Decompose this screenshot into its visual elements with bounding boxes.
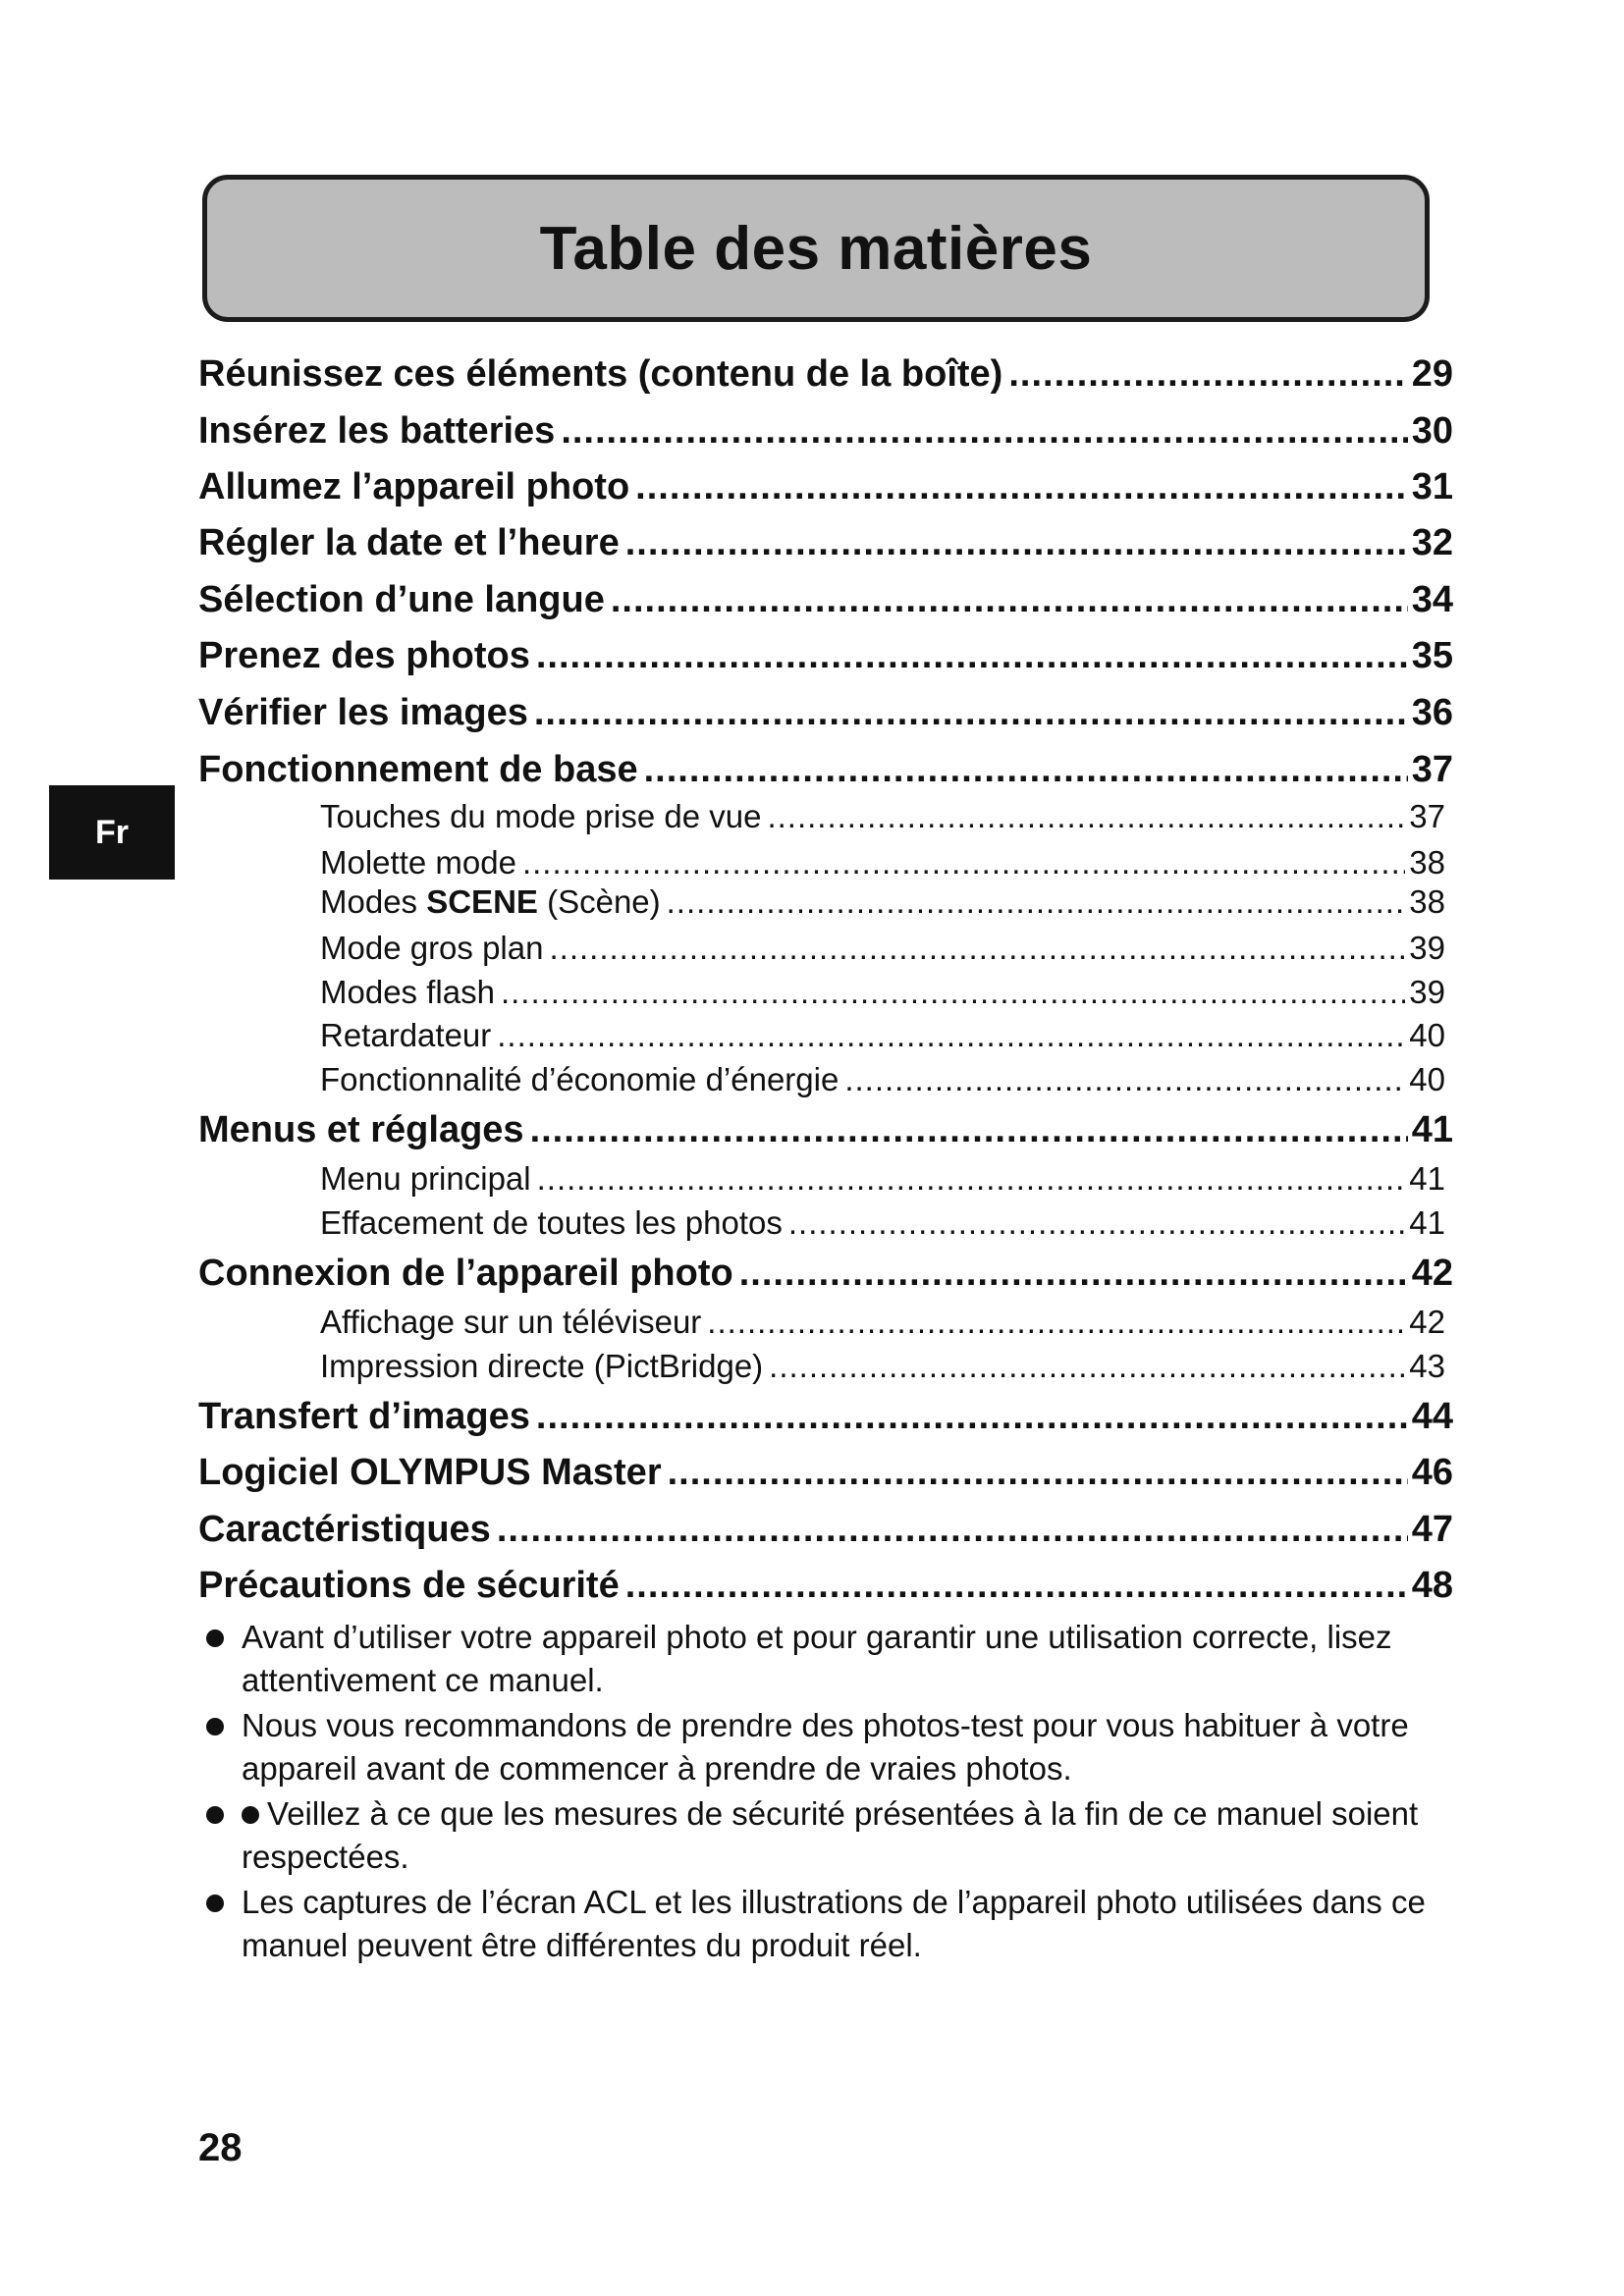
dot-leader	[549, 928, 1405, 969]
dot-leader	[611, 575, 1408, 624]
toc-entry-label: Précautions de sécurité	[198, 1565, 620, 1606]
page-number: 28	[198, 2126, 243, 2169]
bullet-icon	[206, 1895, 224, 1912]
toc-entry-page: 30	[1411, 410, 1453, 452]
language-tab: Fr	[49, 785, 175, 880]
toc-entry[interactable]	[198, 631, 1453, 680]
note-item	[202, 1616, 1479, 1702]
dot-leader	[625, 1561, 1408, 1610]
dot-leader	[739, 1249, 1408, 1298]
toc-entry[interactable]	[198, 462, 1453, 511]
dot-leader	[707, 1302, 1405, 1343]
toc-entry-page: 42	[1411, 1253, 1453, 1294]
toc-subentry-page: 39	[1409, 930, 1445, 966]
toc-entry-page: 37	[1411, 749, 1453, 790]
label-suffix: (Scène)	[537, 883, 661, 920]
toc-entry[interactable]	[198, 745, 1453, 794]
toc-entry[interactable]	[198, 1392, 1453, 1441]
toc-subentry-label: Modes flash	[320, 974, 495, 1010]
toc-entry-page: 46	[1411, 1452, 1453, 1493]
toc-entry-label: Caractéristiques	[198, 1509, 491, 1550]
dot-leader	[561, 406, 1407, 455]
bullet-icon	[206, 1806, 224, 1824]
toc-entry-page: 34	[1411, 579, 1453, 620]
toc-subentry[interactable]	[320, 1202, 1445, 1244]
toc-entry[interactable]	[198, 575, 1453, 624]
toc-subentry[interactable]	[320, 796, 1445, 837]
toc-entry-label: Sélection d’une langue	[198, 579, 605, 620]
toc-subentry-label: Impression directe (PictBridge)	[320, 1348, 764, 1384]
dot-leader	[769, 1346, 1405, 1387]
toc-entry-label: Connexion de l’appareil photo	[198, 1253, 733, 1294]
bullet-icon	[206, 1629, 224, 1647]
note-item	[202, 1792, 1479, 1879]
dot-leader	[844, 1059, 1405, 1100]
note-item	[202, 1881, 1479, 1967]
toc-subentry[interactable]	[320, 1346, 1445, 1387]
dot-leader	[644, 745, 1408, 794]
dot-leader	[497, 1505, 1408, 1554]
toc-subentry[interactable]	[320, 842, 1445, 883]
toc-subentry[interactable]	[320, 928, 1445, 969]
toc-entry[interactable]	[198, 1561, 1453, 1610]
toc-entry-label: Insérez les batteries	[198, 410, 556, 452]
dot-leader	[668, 1448, 1408, 1497]
dot-leader	[522, 842, 1405, 883]
toc-subentry-page: 39	[1409, 974, 1445, 1010]
toc-entry-page: 48	[1411, 1565, 1453, 1606]
dot-leader	[1008, 349, 1407, 399]
toc-entry-page: 29	[1411, 353, 1453, 395]
toc-entry-page: 35	[1411, 635, 1453, 676]
toc-entry-label: Allumez l’appareil photo	[198, 466, 630, 507]
toc-entry-page: 47	[1411, 1509, 1453, 1550]
toc-subentry-label: Menu principal	[320, 1160, 531, 1197]
toc-subentry-label: Affichage sur un téléviseur	[320, 1304, 702, 1340]
toc-entry-label: Prenez des photos	[198, 635, 530, 676]
toc-entry-label: Fonctionnement de base	[198, 749, 638, 790]
toc-entry[interactable]	[198, 1448, 1453, 1497]
dot-leader	[534, 688, 1408, 737]
toc-subentry-page: 37	[1409, 798, 1445, 834]
toc-subentry[interactable]	[320, 1015, 1445, 1056]
toc-subentry-label: Touches du mode prise de vue	[320, 798, 762, 834]
dot-leader	[530, 1105, 1408, 1154]
bullet-icon	[242, 1806, 259, 1824]
toc-subentry-label: Mode gros plan	[320, 930, 544, 966]
toc-subentry[interactable]	[320, 1158, 1445, 1200]
toc-entry[interactable]	[198, 688, 1453, 737]
toc-subentry[interactable]	[320, 1302, 1445, 1343]
toc-subentry-page: 41	[1409, 1160, 1445, 1197]
toc-subentry[interactable]	[320, 1059, 1445, 1100]
toc-subentry-page: 42	[1409, 1304, 1445, 1340]
bullet-icon	[206, 1718, 224, 1735]
toc-subentry-label: Effacement de toutes les photos	[320, 1204, 783, 1241]
toc-subentry-label: Fonctionnalité d’économie d’énergie	[320, 1061, 839, 1097]
note-text: Les captures de l’écran ACL et les illustrations de l’appareil photo utilisées dans ce manuel peuvent être différentes du produit réel.	[242, 1884, 1426, 1963]
toc-entry[interactable]	[198, 1105, 1453, 1154]
note-text: Nous vous recommandons de prendre des photos-test pour vous habituer à votre appareil avant de commencer à prendre de vraies photos.	[242, 1707, 1409, 1787]
dot-leader	[501, 972, 1405, 1013]
page-title: Table des matières	[539, 214, 1093, 283]
toc-entry[interactable]	[198, 1505, 1453, 1554]
dot-leader	[537, 1158, 1406, 1200]
toc-entry-label: Régler la date et l’heure	[198, 522, 620, 563]
dot-leader	[635, 462, 1408, 511]
toc-entry-page: 36	[1411, 692, 1453, 733]
toc-subentry[interactable]	[320, 972, 1445, 1013]
toc-entry[interactable]	[198, 349, 1453, 399]
toc-entry-label: Logiciel OLYMPUS Master	[198, 1452, 662, 1493]
toc-entry[interactable]	[198, 518, 1453, 567]
dot-leader	[788, 1202, 1405, 1244]
dot-leader	[536, 1392, 1408, 1441]
dot-leader	[767, 796, 1405, 837]
toc-entry[interactable]	[198, 1249, 1453, 1298]
note-text: Avant d’utiliser votre appareil photo et pour garantir une utilisation correcte, lisez attentivement ce manuel.	[242, 1619, 1392, 1698]
toc-subentry-page: 43	[1409, 1348, 1445, 1384]
toc-entry-label: Vérifier les images	[198, 692, 528, 733]
toc-subentry-label: Molette mode	[320, 844, 516, 881]
toc-entry-label: Réunissez ces éléments (contenu de la boîte)	[198, 353, 1003, 395]
dot-leader	[625, 518, 1408, 567]
toc-entry-page: 44	[1411, 1396, 1453, 1437]
toc-entry-page: 32	[1411, 522, 1453, 563]
note-text: Veillez à ce que les mesures de sécurité présentées à la fin de ce manuel soient respectées.	[242, 1795, 1419, 1875]
dot-leader	[497, 1015, 1405, 1056]
toc-entry-label: Menus et réglages	[198, 1109, 524, 1150]
toc-entry-page: 31	[1411, 466, 1453, 507]
toc-subentry-label	[320, 881, 661, 923]
note-item	[202, 1704, 1479, 1790]
toc-entry[interactable]	[198, 406, 1453, 455]
toc-entry-label: Transfert d’images	[198, 1396, 530, 1437]
dot-leader	[536, 631, 1408, 680]
notes-list	[202, 1616, 1479, 1969]
toc-subentry-page: 40	[1409, 1061, 1445, 1097]
toc-subentry[interactable]	[320, 881, 1445, 923]
toc-subentry-page: 38	[1409, 844, 1445, 881]
toc-subentry-page: 40	[1409, 1017, 1445, 1053]
toc-subentry-page: 41	[1409, 1204, 1445, 1241]
dot-leader	[667, 881, 1406, 923]
label-prefix: Modes	[320, 883, 427, 920]
toc-subentry-page: 38	[1409, 883, 1445, 920]
label-keyword: SCENE	[426, 883, 538, 920]
toc-subentry-label: Retardateur	[320, 1017, 492, 1053]
toc-entry-page: 41	[1411, 1109, 1453, 1150]
